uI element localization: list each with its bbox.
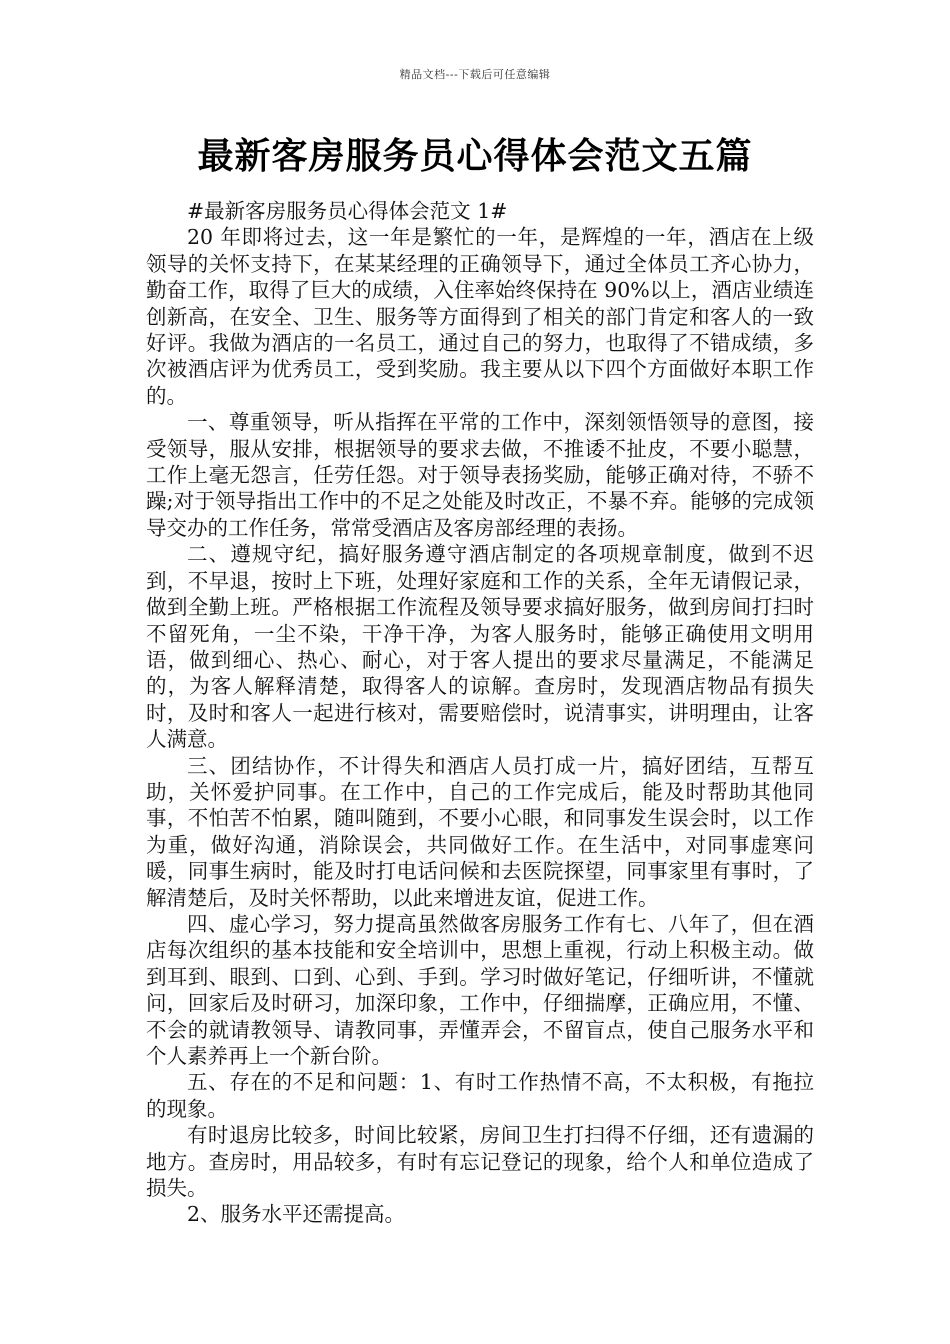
paragraph-section-heading: #最新客房服务员心得体会范文 1#	[187, 199, 508, 223]
paragraph-discipline-service: 二、遵规守纪，搞好服务遵守酒店制定的各项规章制度，做到不迟到，不早退，按时上下班，处理好家庭和工作的关系，全年无请假记录，做到全勤上班。严格根据工作流程及领导要求搞好服务，做到房间打扫时不留死角，一尘不染，干净干净，为客人服务时，能够正确使用文明用语，做到细心、热心、耐心，对于客人提出的要求尽量满足，不能满足的，为客人解释清楚，取得客人的谅解。查房时，发现酒店物品有损失时，及时和客人一起进行核对，需要赔偿时，说清事实，讲明理由，让客人满意。	[146, 542, 814, 752]
paragraph-service-level: 2、服务水平还需提高。	[187, 1202, 406, 1227]
paragraph-learning: 四、虚心学习，努力提高虽然做客房服务工作有七、八年了，但在酒店每次组织的基本技能和安全培训中，思想上重视，行动上积极主动。做到耳到、眼到、口到、心到、手到。学习时做好笔记，仔细听讲，不懂就问，回家后及时研习，加深印象，工作中，仔细揣摩，正确应用，不懂、不会的就请教领导、请教同事，弄懂弄会，不留盲点，使自己服务水平和个人素养再上一个新台阶。	[146, 911, 814, 1068]
paragraph-teamwork: 三、团结协作，不计得失和酒店人员打成一片，搞好团结，互帮互助，关怀爱护同事。在工作中，自己的工作完成后，能及时帮助其他同事，不怕苦不怕累，随叫随到，不要小心眼，和同事发生误会时，以工作为重，做好沟通，消除误会，共同做好工作。在生活中，对同事虚寒问暖，同事生病时，能及时打电话问候和去医院探望，同事家里有事时，了解清楚后，及时关怀帮助，以此来增进友谊，促进工作。	[146, 753, 814, 910]
header-note: 精品文档---下载后可任意编辑	[399, 68, 551, 81]
document-body	[146, 198, 814, 1228]
paragraph-checkout-issues: 有时退房比较多，时间比较紧，房间卫生打扫得不仔细，还有遗漏的地方。查房时，用品较多，有时有忘记登记的现象，给个人和单位造成了损失。	[146, 1123, 814, 1201]
paragraph-respect-leadership: 一、尊重领导，听从指挥在平常的工作中，深刻领悟领导的意图，接受领导，服从安排，根据领导的要求去做，不推诿不扯皮，不要小聪慧，工作上毫无怨言，任劳任怨。对于领导表扬奖励，能够正确对待，不骄不躁;对于领导指出工作中的不足之处能及时改正，不暴不弃。能够的完成领导交办的工作任务，常常受酒店及客房部经理的表扬。	[146, 410, 814, 540]
paragraph-intro: 20 年即将过去，这一年是繁忙的一年，是辉煌的一年，酒店在上级领导的关怀支持下，在某某经理的正确领导下，通过全体员工齐心协力，勤奋工作，取得了巨大的成绩，入住率始终保持在 90%以上，酒店业绩连创新高，在安全、卫生、服务等方面得到了相关的部门肯定和客人的一致好评。我做为酒店的一名员工，通过自己的努力，也取得了不错成绩，多次被酒店评为优秀员工，受到奖励。我主要从以下四个方面做好本职工作的。	[146, 225, 814, 408]
paragraph-shortcomings: 五、存在的不足和问题：1、有时工作热情不高，不太积极，有拖拉的现象。	[146, 1070, 814, 1121]
document-title: 最新客房服务员心得体会范文五篇	[197, 136, 753, 177]
